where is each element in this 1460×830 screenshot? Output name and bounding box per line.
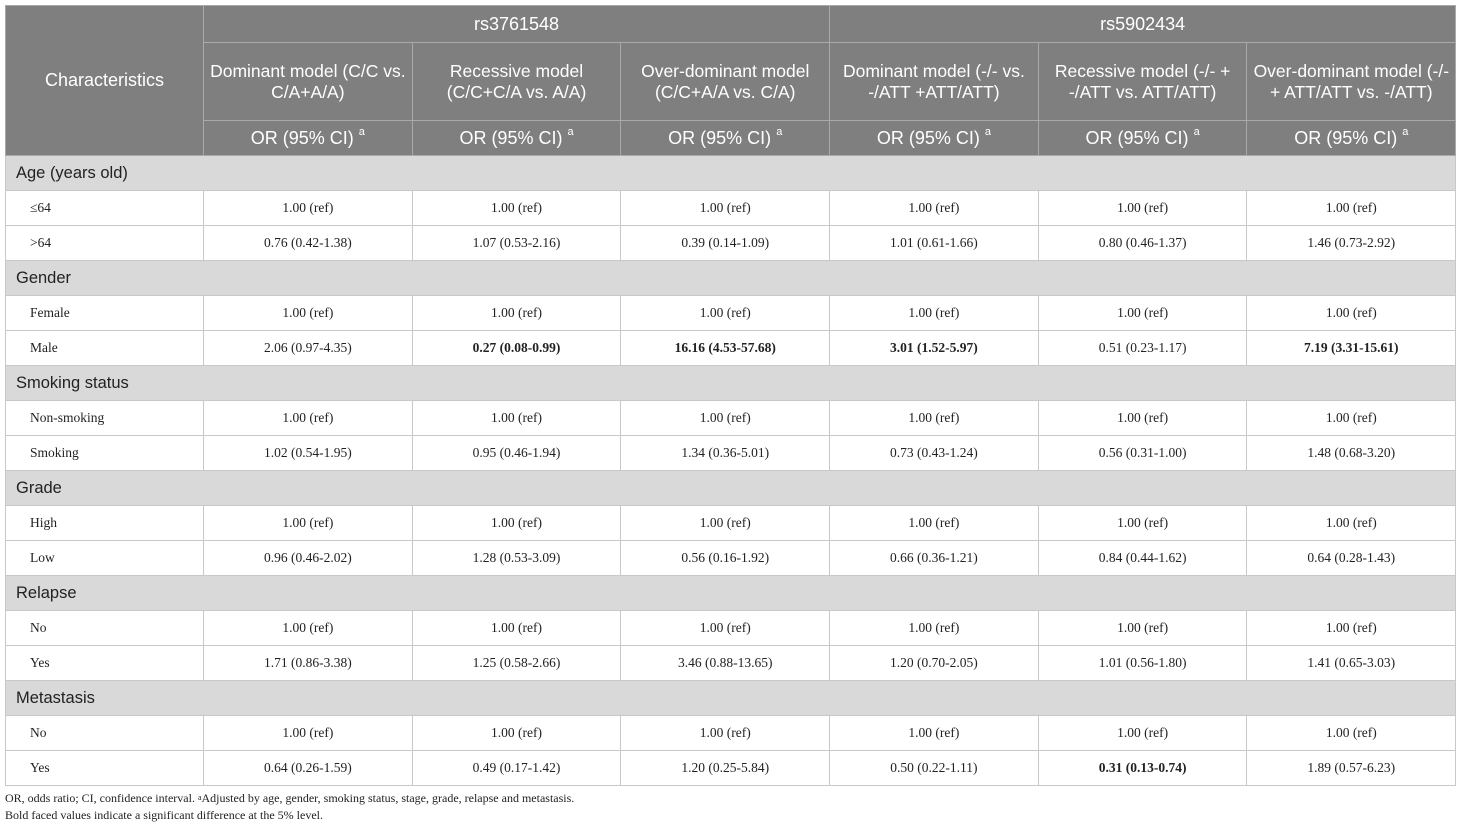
row-label: Low [6, 541, 204, 576]
or-value-cell: 1.00 (ref) [830, 401, 1039, 436]
or-value-cell: 3.01 (1.52-5.97) [830, 331, 1039, 366]
group-title: Smoking status [6, 366, 1456, 401]
model-header: Over-dominant model (-/- + ATT/ATT vs. -/ATT) [1247, 43, 1456, 121]
or-value-cell: 0.76 (0.42-1.38) [204, 226, 413, 261]
or-value-cell: 1.00 (ref) [412, 401, 621, 436]
or-value-cell: 1.00 (ref) [830, 716, 1039, 751]
or-value-cell: 1.00 (ref) [1247, 296, 1456, 331]
row-label: High [6, 506, 204, 541]
group-header-row [6, 471, 1456, 506]
or-value-cell: 1.89 (0.57-6.23) [1247, 751, 1456, 786]
or-value-cell: 1.00 (ref) [830, 296, 1039, 331]
model-header: Recessive model (-/- + -/ATT vs. ATT/ATT) [1038, 43, 1247, 121]
or-value-cell: 1.01 (0.61-1.66) [830, 226, 1039, 261]
table-row [6, 436, 1456, 471]
or-value-cell: 0.64 (0.28-1.43) [1247, 541, 1456, 576]
or-value-cell: 1.00 (ref) [1038, 191, 1247, 226]
or-value-cell: 0.51 (0.23-1.17) [1038, 331, 1247, 366]
or-value-cell: 1.00 (ref) [621, 296, 830, 331]
or-value-cell: 1.00 (ref) [621, 506, 830, 541]
odds-ratio-table [5, 5, 1456, 786]
or-value-cell: 1.00 (ref) [1247, 716, 1456, 751]
or-value-cell: 0.56 (0.16-1.92) [621, 541, 830, 576]
row-label: Female [6, 296, 204, 331]
or-value-cell: 1.00 (ref) [204, 401, 413, 436]
table-row [6, 191, 1456, 226]
ci-header: OR (95% CI) $^a$ [204, 121, 413, 156]
or-value-cell: 1.00 (ref) [1038, 401, 1247, 436]
or-value-cell: 1.01 (0.56-1.80) [1038, 646, 1247, 681]
or-value-cell: 1.00 (ref) [412, 191, 621, 226]
or-value-cell: 1.00 (ref) [830, 191, 1039, 226]
table-row [6, 646, 1456, 681]
row-label: No [6, 716, 204, 751]
or-value-cell: 3.46 (0.88-13.65) [621, 646, 830, 681]
model-header: Recessive model (C/C+C/A vs. A/A) [412, 43, 621, 121]
group-title: Metastasis [6, 681, 1456, 716]
characteristics-header: Characteristics [6, 6, 204, 156]
table-row [6, 401, 1456, 436]
table-row [6, 541, 1456, 576]
or-value-cell: 1.00 (ref) [1038, 611, 1247, 646]
or-value-cell: 1.00 (ref) [412, 506, 621, 541]
table-row [6, 611, 1456, 646]
or-value-cell: 1.00 (ref) [204, 191, 413, 226]
or-value-cell: 1.00 (ref) [204, 506, 413, 541]
or-value-cell: 1.00 (ref) [204, 716, 413, 751]
group-header-row [6, 576, 1456, 611]
or-value-cell: 0.96 (0.46-2.02) [204, 541, 413, 576]
or-value-cell: 1.20 (0.70-2.05) [830, 646, 1039, 681]
or-value-cell: 1.00 (ref) [1247, 191, 1456, 226]
row-label: Smoking [6, 436, 204, 471]
table-row [6, 751, 1456, 786]
or-value-cell: 1.00 (ref) [1038, 506, 1247, 541]
group-title: Gender [6, 261, 1456, 296]
footnotes [5, 790, 574, 824]
group-header-row [6, 156, 1456, 191]
or-value-cell: 1.00 (ref) [1247, 401, 1456, 436]
or-value-cell: 0.66 (0.36-1.21) [830, 541, 1039, 576]
footnote-bold-note: Bold faced values indicate a significant difference at the 5% level. [5, 808, 323, 822]
ci-header: OR (95% CI) $^a$ [621, 121, 830, 156]
row-label: No [6, 611, 204, 646]
or-value-cell: 0.64 (0.26-1.59) [204, 751, 413, 786]
or-value-cell: 1.25 (0.58-2.66) [412, 646, 621, 681]
or-value-cell: 0.84 (0.44-1.62) [1038, 541, 1247, 576]
or-value-cell: 1.00 (ref) [412, 296, 621, 331]
table-row [6, 226, 1456, 261]
or-value-cell: 0.39 (0.14-1.09) [621, 226, 830, 261]
or-value-cell: 16.16 (4.53-57.68) [621, 331, 830, 366]
model-header: Over-dominant model (C/C+A/A vs. C/A) [621, 43, 830, 121]
or-value-cell: 1.28 (0.53-3.09) [412, 541, 621, 576]
or-value-cell: 0.80 (0.46-1.37) [1038, 226, 1247, 261]
or-value-cell: 1.41 (0.65-3.03) [1247, 646, 1456, 681]
table-row [6, 506, 1456, 541]
or-value-cell: 1.20 (0.25-5.84) [621, 751, 830, 786]
table-row [6, 296, 1456, 331]
ci-header: OR (95% CI) $^a$ [1038, 121, 1247, 156]
or-value-cell: 0.95 (0.46-1.94) [412, 436, 621, 471]
or-value-cell: 1.00 (ref) [1247, 611, 1456, 646]
or-value-cell: 1.00 (ref) [412, 716, 621, 751]
or-value-cell: 1.00 (ref) [1038, 716, 1247, 751]
or-value-cell: 1.00 (ref) [621, 401, 830, 436]
or-value-cell: 1.07 (0.53-2.16) [412, 226, 621, 261]
model-header: Dominant model (C/C vs. C/A+A/A) [204, 43, 413, 121]
or-value-cell: 0.49 (0.17-1.42) [412, 751, 621, 786]
or-value-cell: 1.00 (ref) [204, 296, 413, 331]
or-value-cell: 1.02 (0.54-1.95) [204, 436, 413, 471]
or-value-cell: 0.56 (0.31-1.00) [1038, 436, 1247, 471]
snp-header-rs5902434: rs5902434 [830, 6, 1456, 43]
row-label: Yes [6, 646, 204, 681]
or-value-cell: 1.71 (0.86-3.38) [204, 646, 413, 681]
group-title: Grade [6, 471, 1456, 506]
or-value-cell: 1.00 (ref) [412, 611, 621, 646]
row-label: Yes [6, 751, 204, 786]
footnote-abbreviations: OR, odds ratio; CI, confidence interval. $^a$Adjusted by age, gender, smoking status, stage, grade, relapse and metastasis. [5, 791, 575, 805]
or-value-cell: 1.34 (0.36-5.01) [621, 436, 830, 471]
or-value-cell: 0.50 (0.22-1.11) [830, 751, 1039, 786]
row-label: Male [6, 331, 204, 366]
group-title: Relapse [6, 576, 1456, 611]
table-container [5, 5, 1455, 786]
or-value-cell: 0.27 (0.08-0.99) [412, 331, 621, 366]
ci-header: OR (95% CI) $^a$ [1247, 121, 1456, 156]
or-value-cell: 0.73 (0.43-1.24) [830, 436, 1039, 471]
table-row [6, 716, 1456, 751]
row-label: >64 [6, 226, 204, 261]
or-value-cell: 1.00 (ref) [204, 611, 413, 646]
or-value-cell: 0.31 (0.13-0.74) [1038, 751, 1247, 786]
snp-header-rs3761548: rs3761548 [204, 6, 830, 43]
group-header-row [6, 366, 1456, 401]
or-value-cell: 7.19 (3.31-15.61) [1247, 331, 1456, 366]
or-value-cell: 1.46 (0.73-2.92) [1247, 226, 1456, 261]
or-value-cell: 2.06 (0.97-4.35) [204, 331, 413, 366]
group-header-row [6, 261, 1456, 296]
table-header [6, 6, 1456, 156]
ci-header: OR (95% CI) $^a$ [412, 121, 621, 156]
row-label: ≤64 [6, 191, 204, 226]
or-value-cell: 1.00 (ref) [1247, 506, 1456, 541]
or-value-cell: 1.00 (ref) [621, 716, 830, 751]
row-label: Non-smoking [6, 401, 204, 436]
or-value-cell: 1.48 (0.68-3.20) [1247, 436, 1456, 471]
or-value-cell: 1.00 (ref) [621, 191, 830, 226]
group-title: Age (years old) [6, 156, 1456, 191]
ci-header: OR (95% CI) $^a$ [830, 121, 1039, 156]
or-value-cell: 1.00 (ref) [830, 611, 1039, 646]
or-value-cell: 1.00 (ref) [1038, 296, 1247, 331]
table-row [6, 331, 1456, 366]
model-header: Dominant model (-/- vs. -/ATT +ATT/ATT) [830, 43, 1039, 121]
or-value-cell: 1.00 (ref) [621, 611, 830, 646]
or-value-cell: 1.00 (ref) [830, 506, 1039, 541]
table-body [6, 156, 1456, 786]
group-header-row [6, 681, 1456, 716]
